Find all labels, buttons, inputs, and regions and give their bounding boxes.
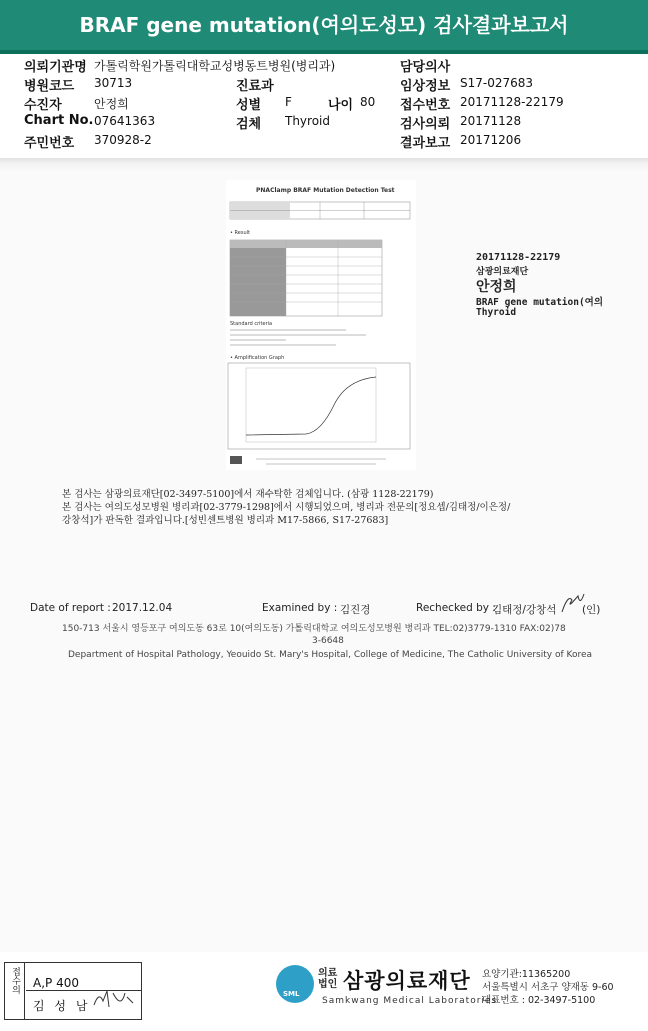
patient-header xyxy=(0,54,648,158)
rechecked-by: 김태정/강창석 xyxy=(492,604,557,616)
remark-line: 본 검사는 여의도성모병원 병리과[02-3779-1298]에서 시행되었으며, 병리과 전문의[정요셉/김태정/이은정/ xyxy=(62,502,511,513)
test-request-label: 검사의뢰 xyxy=(400,117,451,132)
rrn: 370928-2 xyxy=(94,133,152,147)
report-date: 2017.12.04 xyxy=(112,602,173,614)
examined-label: Examined by : xyxy=(262,602,338,614)
specimen-label: 검체 xyxy=(236,117,262,132)
corp-name: 삼광의료재단 xyxy=(343,969,471,993)
rechecked-label: Rechecked by : xyxy=(416,602,496,614)
hospital-code-label: 병원코드 xyxy=(24,79,75,94)
result-report-label: 결과보고 xyxy=(400,136,451,151)
attending-label: 담당의사 xyxy=(400,60,451,75)
date-label: Date of report : xyxy=(30,602,111,614)
sex-label: 성별 xyxy=(236,98,262,113)
corp-prefix-1: 의료 xyxy=(318,968,338,979)
rrn-label: 주민번호 xyxy=(24,136,75,151)
corp-prefix-2: 법인 xyxy=(318,979,338,990)
patient-label: 수진자 xyxy=(24,98,62,113)
corp-info xyxy=(482,968,614,1007)
seal-mark: (인) xyxy=(582,604,601,616)
receipt-no: 20171128-22179 xyxy=(460,95,564,109)
scan-result-heading: • Result xyxy=(230,230,250,236)
remark-line: 본 검사는 삼광의료재단[02-3497-5100]에서 재수탁한 검체입니다. (삼광 1128-22179) xyxy=(62,489,434,500)
corp-english-name: Samkwang Medical Laboratories xyxy=(322,996,498,1006)
patient-name: 안정희 xyxy=(94,97,129,111)
stamp-org: 삼광의료재단 xyxy=(476,267,529,277)
receipt-box-label xyxy=(5,963,25,1019)
corp-phone: 대표번호 : 02-3497-5100 xyxy=(482,995,596,1006)
receipt-box-label-text: 접수의 xyxy=(10,967,20,994)
examined-by: 김진경 xyxy=(340,604,371,616)
receipt-box-line2: 김 성 남 xyxy=(33,999,91,1013)
receipt-signature xyxy=(91,987,135,1011)
receipt-no-label: 접수번호 xyxy=(400,98,451,113)
stamp-name: 안정희 xyxy=(476,279,517,295)
clinical-info: S17-027683 xyxy=(460,76,534,90)
remarks xyxy=(62,488,510,527)
chart-no: 07641363 xyxy=(94,114,156,128)
chart-no-label: Chart No. xyxy=(24,113,94,128)
department-line: Department of Hospital Pathology, Yeouido St. Mary's Hospital, College of Medicine, The Catholic University of Korea xyxy=(68,650,593,660)
corp-code: 요양기관:11365200 xyxy=(482,969,571,980)
corp-prefix xyxy=(318,968,337,990)
scan-criteria-heading: Standard criteria xyxy=(230,321,273,327)
clinical-info-label: 임상정보 xyxy=(400,79,451,94)
sml-logo-text: SML xyxy=(283,990,300,998)
test-request: 20171128 xyxy=(460,114,522,128)
corp-address: 서울특별시 서초구 양재동 9-60 xyxy=(482,982,614,993)
header-divider xyxy=(0,158,648,172)
stamp-specimen: Thyroid xyxy=(476,307,517,318)
age-label: 나이 xyxy=(328,98,354,113)
sex: F xyxy=(285,95,292,109)
receipt-box-line1: A,P 400 xyxy=(33,976,79,990)
address-line: 3-6648 xyxy=(312,636,344,646)
report-title: BRAF gene mutation(여의도성모) 검사결과보고서 xyxy=(0,0,648,54)
referring-hospital: 가톨릭학원가톨릭대학교성병동트병원(병리과) xyxy=(94,59,336,73)
scan-graph-heading: • Amplification Graph xyxy=(230,355,285,361)
scan-title: PNAClamp BRAF Mutation Detection Test xyxy=(256,187,395,194)
embedded-lab-report xyxy=(226,180,416,470)
stamp-receipt: 20171128-22179 xyxy=(476,252,561,263)
department-label: 진료과 xyxy=(236,79,274,94)
address-line: 150-713 서울시 영등포구 여의도동 63로 10(여의도동) 가톨릭대학교 여의도성모병원 병리과 TEL:02)3779-1310 FAX:02)78 xyxy=(62,624,566,634)
referring-hospital-label: 의뢰기관명 xyxy=(24,60,87,75)
hospital-address xyxy=(62,623,566,647)
receipt-box xyxy=(4,962,142,1020)
result-report: 20171206 xyxy=(460,133,522,147)
remark-line: 강창석]가 판독한 결과입니다.[성빈센트병원 병리과 M17-5866, S17-27683] xyxy=(62,515,389,526)
hospital-code: 30713 xyxy=(94,76,133,90)
stamp-test: BRAF gene mutation(여의 xyxy=(476,297,604,308)
specimen: Thyroid xyxy=(285,114,330,128)
age: 80 xyxy=(360,95,376,109)
